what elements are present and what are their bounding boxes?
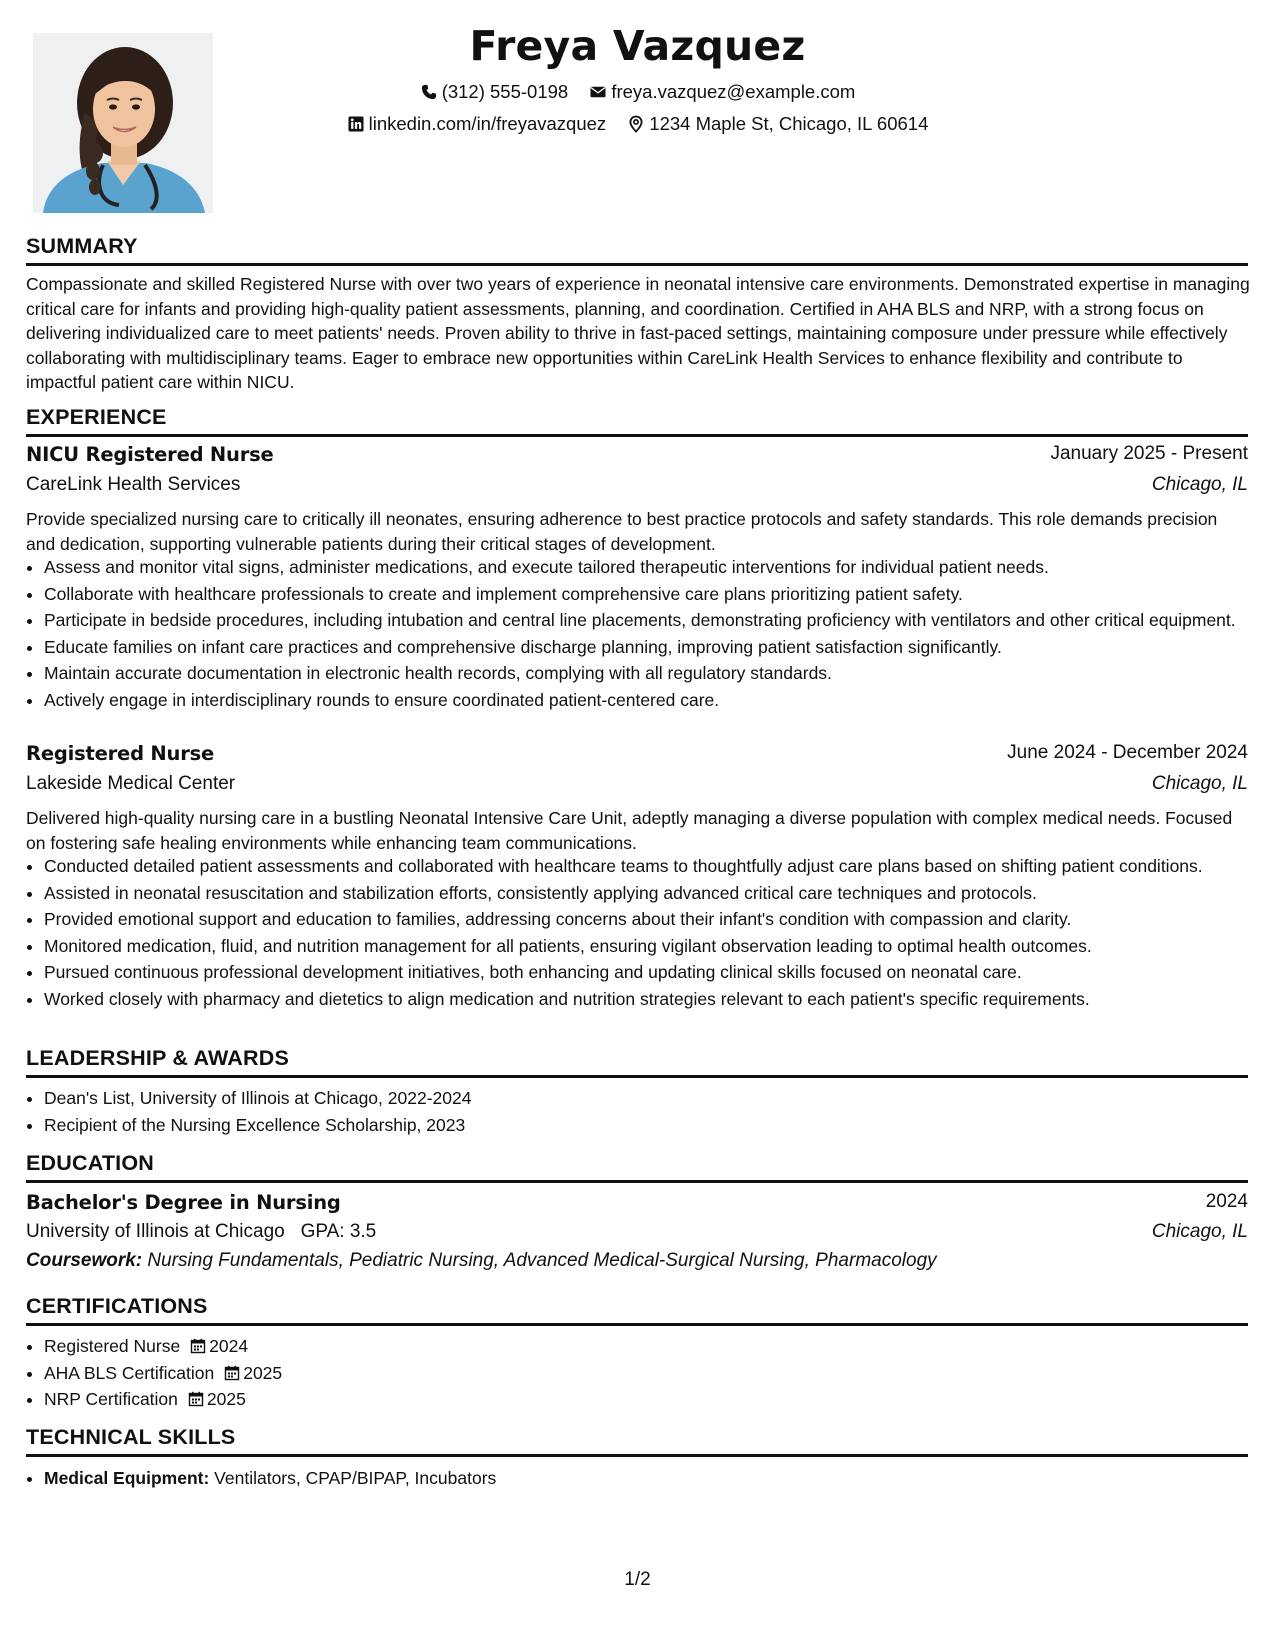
job-description: Provide specialized nursing care to critically ill neonates, ensuring adherence to best practice protocols and safety standards. This role demands precision and dedication, supporting vulnerable patients during their critical stages of development. (26, 509, 1218, 554)
certification-name: Registered Nurse (44, 1336, 181, 1356)
leadership-heading: LEADERSHIP & AWARDS (26, 1046, 1248, 1078)
list-item: • Monitored medication, fluid, and nutrition management for all patients, ensuring vigilant observation leading to optimal health outcomes. (44, 934, 1266, 958)
summary-heading: SUMMARY (26, 234, 1248, 266)
linkedin-url: linkedin.com/in/freyavazquez (368, 113, 607, 134)
job-location: Chicago, IL (1151, 773, 1248, 794)
list-item: • Educate families on infant care practices and comprehensive discharge planning, improving patient satisfaction significantly. (44, 635, 1266, 659)
coursework-row (26, 1250, 1248, 1272)
job-title: Registered Nurse (26, 742, 215, 765)
school-row (26, 1221, 1248, 1243)
graduation-year: 2024 (1205, 1191, 1248, 1212)
certification-name: NRP Certification (44, 1389, 178, 1409)
address-contact (627, 113, 928, 135)
coursework-text (26, 1250, 937, 1272)
degree-name: Bachelor's Degree in Nursing (26, 1191, 341, 1214)
list-item (44, 1387, 1266, 1411)
list-item: • Maintain accurate documentation in electronic health records, complying with all regulatory standards. (44, 661, 1266, 685)
list-item (44, 1334, 1266, 1358)
skills-list (26, 1466, 1266, 1493)
linkedin-contact[interactable] (347, 113, 607, 135)
list-item: • Collaborate with healthcare professionals to create and implement comprehensive care plans prioritizing patient safety. (44, 582, 1266, 606)
education-heading: EDUCATION (26, 1151, 1248, 1183)
contact-row-secondary (0, 113, 1275, 138)
list-item: • Recipient of the Nursing Excellence Scholarship, 2023 (44, 1113, 1266, 1137)
skills-heading: TECHNICAL SKILLS (26, 1425, 1248, 1457)
job-employer-row (26, 474, 1248, 496)
gpa: GPA: 3.5 (300, 1221, 377, 1242)
leadership-list (26, 1086, 1266, 1139)
job-title: NICU Registered Nurse (26, 443, 274, 466)
list-item: • Assess and monitor vital signs, administer medications, and execute tailored therapeutic interventions for individual patient needs. (44, 555, 1266, 579)
job-bullets (26, 854, 1266, 1013)
certification-name: AHA BLS Certification (44, 1362, 215, 1383)
list-item: • Conducted detailed patient assessments and collaborated with healthcare teams to thoughtfully adjust care plans based on shifting patient conditions. (44, 854, 1266, 878)
list-item: • Actively engage in interdisciplinary rounds to ensure coordinated patient-centered care. (44, 688, 1266, 712)
list-item: • Participate in bedside procedures, including intubation and central line placements, demonstrating proficiency with ventilators and other critical equipment. (44, 608, 1266, 632)
list-item: • Provided emotional support and education to families, addressing concerns about their infant's condition with compassion and clarity. (44, 907, 1266, 931)
job-dates: January 2025 - Present (1050, 443, 1248, 464)
job-bullets (26, 555, 1266, 714)
phone-icon (420, 83, 438, 101)
list-item (44, 1361, 1266, 1385)
list-item (44, 1466, 1266, 1490)
summary-text: Compassionate and skilled Registered Nurse with over two years of experience in neonatal intensive care environments. Demonstrated expertise in managing critical care for infants and providing high-quality patient assessments, planning, and coordination. Certified in AHA BLS and NRP, with a strong focus on delivering individualized care to meet patients' needs. Proven ability to thrive in fast-paced settings, maintaining composure under pressure while effectively collaborating with multidisciplinary teams. Eager to embrace new opportunities within CareLink Health Services to enhance flexibility and contribute to impactful patient care within NICU. (26, 274, 1250, 393)
calendar-icon (188, 1391, 204, 1407)
envelope-icon (589, 83, 607, 101)
job-header (26, 742, 1248, 765)
job-company: CareLink Health Services (26, 474, 241, 495)
candidate-name: Freya Vazquez (469, 22, 806, 70)
home-address: 1234 Maple St, Chicago, IL 60614 (649, 113, 929, 134)
list-item: • Pursued continuous professional development initiatives, both enhancing and updating clinical skills focused on neonatal care. (44, 960, 1266, 984)
list-item: • Assisted in neonatal resuscitation and stabilization efforts, consistently applying advanced critical care techniques and protocols. (44, 881, 1266, 905)
coursework-list: Nursing Fundamentals, Pediatric Nursing, Advanced Medical-Surgical Nursing, Pharmacology (147, 1250, 937, 1271)
certification-year: 2025 (243, 1362, 283, 1383)
linkedin-icon (347, 115, 365, 133)
school-info (26, 1221, 376, 1243)
job-dates: June 2024 - December 2024 (1007, 742, 1248, 763)
skill-label: Medical Equipment: (44, 1468, 210, 1488)
school-name: University of Illinois at Chicago (26, 1221, 285, 1242)
degree-row (26, 1191, 1248, 1214)
coursework-label: Coursework: (26, 1250, 143, 1271)
job-company: Lakeside Medical Center (26, 773, 236, 794)
list-item: • Worked closely with pharmacy and dietetics to align medication and nutrition strategies relevant to each patient's specific requirements. (44, 987, 1266, 1011)
list-item: • Dean's List, University of Illinois at Chicago, 2022-2024 (44, 1086, 1266, 1110)
job-header (26, 443, 1248, 466)
email-address: freya.vazquez@example.com (611, 81, 856, 102)
certifications-list (26, 1334, 1266, 1414)
job-employer-row (26, 773, 1248, 795)
email-contact[interactable] (589, 81, 855, 103)
phone-number: (312) 555-0198 (441, 81, 569, 102)
calendar-icon (224, 1365, 240, 1381)
page-number: 1/2 (624, 1569, 651, 1590)
contact-row-primary (0, 81, 1275, 106)
calendar-icon (190, 1338, 206, 1354)
job-description: Delivered high-quality nursing care in a bustling Neonatal Intensive Care Unit, adeptly managing a diverse population with complex medical needs. Focused on fostering safe healing environments while enhancing team communications. (26, 808, 1233, 853)
job-location: Chicago, IL (1151, 474, 1248, 495)
experience-heading: EXPERIENCE (26, 405, 1248, 437)
skill-value: Ventilators, CPAP/BIPAP, Incubators (214, 1468, 497, 1488)
certifications-heading: CERTIFICATIONS (26, 1294, 1248, 1326)
map-pin-icon (627, 115, 645, 133)
school-location: Chicago, IL (1151, 1221, 1248, 1242)
phone-contact[interactable] (420, 81, 569, 103)
certification-year: 2025 (206, 1389, 246, 1409)
certification-year: 2024 (209, 1336, 249, 1356)
